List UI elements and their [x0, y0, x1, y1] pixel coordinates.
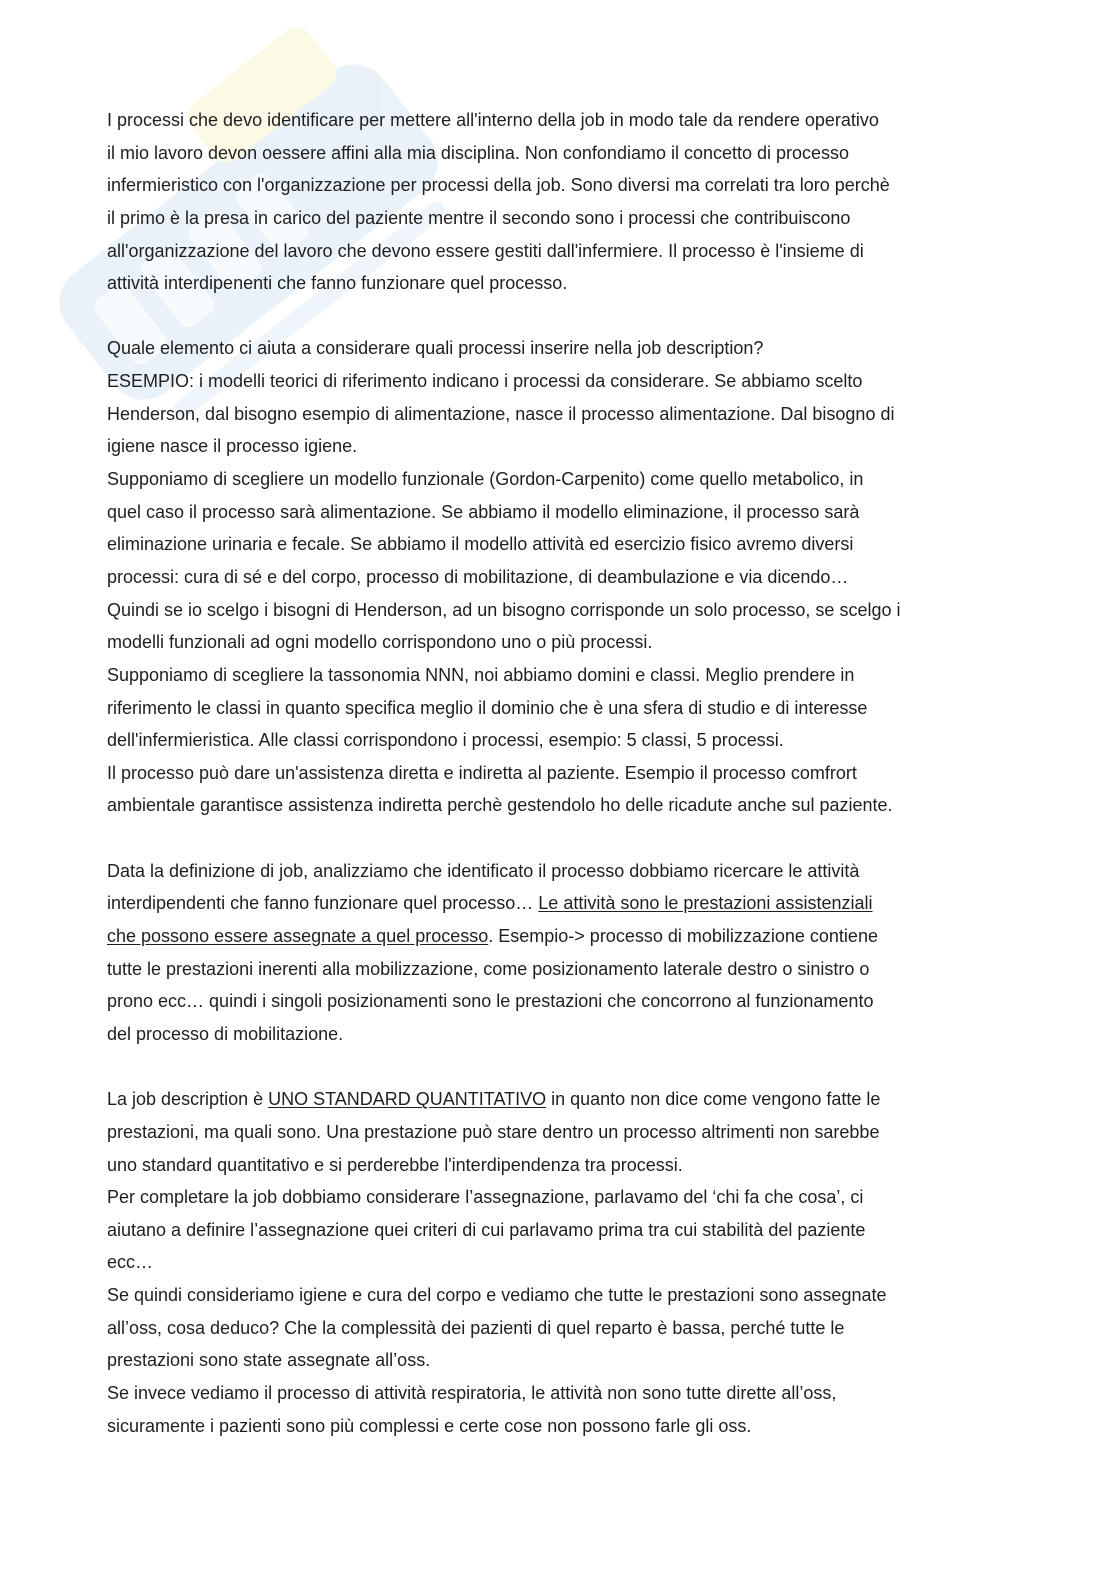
paragraph: [107, 855, 900, 1051]
text-line: igiene nasce il processo igiene.: [107, 436, 358, 457]
text-line: [107, 1083, 900, 1116]
text-line: prestazioni sono state assegnate all’oss.: [107, 1350, 431, 1371]
text-line: quel caso il processo sarà alimentazione. Se abbiamo il modello eliminazione, il processo sarà: [107, 501, 860, 522]
text-line: all'organizzazione del lavoro che devono essere gestiti dall'infermiere. Il processo è l'insieme di: [107, 240, 864, 261]
text-line: Se quindi consideriamo igiene e cura del corpo e vediamo che tutte le prestazioni sono assegnate: [107, 1285, 887, 1306]
text-line: tutte le prestazioni inerenti alla mobilizzazione, come posizionamento laterale destro o sinistro o: [107, 958, 870, 979]
text-segment: in quanto non dice come vengono fatte le: [546, 1089, 881, 1110]
text-line: I processi che devo identificare per mettere all'interno della job in modo tale da rendere operativo: [107, 110, 879, 130]
text-line: prono ecc… quindi i singoli posizionamenti sono le prestazioni che concorrono al funzionamento: [107, 991, 874, 1012]
text-line: all’oss, cosa deduco? Che la complessità dei pazienti di quel reparto è bassa, perché tutte le: [107, 1317, 845, 1338]
text-line: il mio lavoro devon oessere affini alla mia disciplina. Non confondiamo il concetto di processo: [107, 142, 850, 163]
text-line: modelli funzionali ad ogni modello corrispondono uno o più processi.: [107, 632, 653, 653]
text-line: Per completare la job dobbiamo considerare l’assegnazione, parlavamo del ‘chi fa che cosa’, ci: [107, 1187, 864, 1208]
text-segment: interdipendenti che fanno funzionare quel processo…: [107, 893, 539, 914]
blank-line: [107, 300, 900, 333]
document-body: [107, 104, 900, 1442]
text-line: del processo di mobilitazione.: [107, 1023, 344, 1044]
blank-line: [107, 1051, 900, 1084]
text-line: Se invece vediamo il processo di attività respiratoria, le attività non sono tutte dirette all’oss,: [107, 1382, 837, 1403]
text-line: aiutano a definire l’assegnazione quei criteri di cui parlavamo prima tra cui stabilità del paziente: [107, 1219, 866, 1240]
text-line: Data la definizione di job, analizziamo che identificato il processo dobbiamo ricercare le attività: [107, 860, 860, 881]
text-line: [107, 920, 900, 953]
underlined-text: UNO STANDARD QUANTITATIVO: [268, 1089, 547, 1110]
text-line: Il processo può dare un'assistenza diretta e indiretta al paziente. Esempio il processo comfrort: [107, 762, 857, 783]
paragraph: [107, 1083, 900, 1442]
text-line: eliminazione urinaria e fecale. Se abbiamo il modello attività ed esercizio fisico avremo diversi: [107, 534, 854, 555]
text-line: riferimento le classi in quanto specifica meglio il dominio che è una sfera di studio e di interesse: [107, 697, 868, 718]
text-line: il primo è la presa in carico del paziente mentre il secondo sono i processi che contribuiscono: [107, 207, 851, 228]
text-line: attività interdipenenti che fanno funzionare quel processo.: [107, 273, 568, 294]
text-line: ambientale garantisce assistenza indiretta perchè gestendolo ho delle ricadute anche sul paziente.: [107, 795, 893, 816]
text-line: prestazioni, ma quali sono. Una prestazione può stare dentro un processo altrimenti non sarebbe: [107, 1121, 880, 1142]
blank-line: [107, 822, 900, 855]
underlined-text: Le attività sono le prestazioni assistenziali: [538, 893, 873, 914]
text-line: processi: cura di sé e del corpo, processo di mobilitazione, di deambulazione e via dicendo…: [107, 566, 849, 587]
text-line: Quale elemento ci aiuta a considerare quali processi inserire nella job description?: [107, 338, 764, 359]
text-segment: La job description è: [107, 1089, 269, 1110]
text-line: infermieristico con l'organizzazione per processi della job. Sono diversi ma correlati tra loro perchè: [107, 175, 890, 196]
text-line: ESEMPIO: i modelli teorici di riferimento indicano i processi da considerare. Se abbiamo scelto: [107, 371, 863, 392]
text-segment: . Esempio-> processo di mobilizzazione contiene: [488, 926, 878, 947]
text-line: Quindi se io scelgo i bisogni di Henderson, ad un bisogno corrisponde un solo processo, se scelgo i: [107, 599, 901, 620]
text-line: sicuramente i pazienti sono più complessi e certe cose non possono farle gli oss.: [107, 1415, 752, 1436]
text-line: Henderson, dal bisogno esempio di alimentazione, nasce il processo alimentazione. Dal bisogno di: [107, 403, 895, 424]
paragraph: [107, 104, 900, 300]
text-line: ecc…: [107, 1252, 154, 1273]
text-line: [107, 887, 900, 920]
underlined-text: che possono essere assegnate a quel processo: [107, 926, 489, 947]
paragraph: [107, 332, 900, 822]
text-line: Supponiamo di scegliere un modello funzionale (Gordon-Carpenito) come quello metabolico, in: [107, 469, 864, 490]
text-line: Supponiamo di scegliere la tassonomia NNN, noi abbiamo domini e classi. Meglio prendere in: [107, 664, 855, 685]
text-line: dell'infermieristica. Alle classi corrispondono i processi, esempio: 5 classi, 5 processi.: [107, 730, 784, 751]
text-line: uno standard quantitativo e si perderebbe l'interdipendenza tra processi.: [107, 1154, 683, 1175]
